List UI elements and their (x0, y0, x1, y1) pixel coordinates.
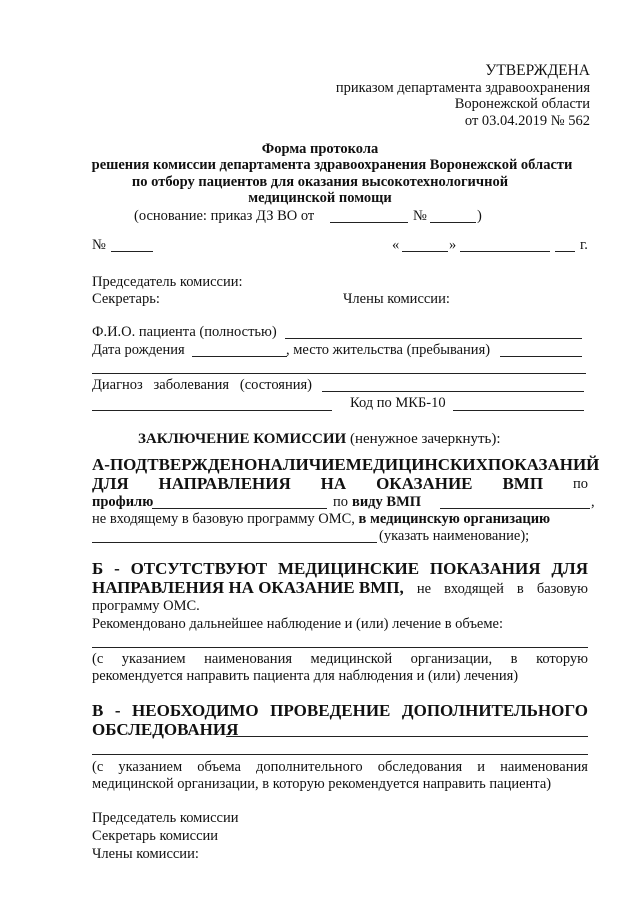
examination-field (226, 736, 588, 737)
diagnosis-word-1: Диагноз (92, 377, 143, 393)
section-b-n-w7: которую (536, 651, 588, 667)
birth-date-field (192, 356, 287, 357)
date-day-field (402, 251, 448, 252)
commission-chairman-label: Председатель комиссии: (92, 274, 243, 290)
vmp-type-comma: , (591, 494, 595, 510)
protocol-number-label: № (92, 237, 106, 253)
basis-prefix: (основание: приказ ДЗ ВО от (134, 208, 315, 224)
date-year-field (555, 251, 575, 252)
section-b-r2-w2: не (416, 581, 432, 597)
section-b-w3: ОТСУТСТВУЮТ (130, 559, 268, 578)
section-b-r2-w1: НАПРАВЛЕНИЯ НА ОКАЗАНИЕ ВМП, (92, 578, 404, 597)
basis-no-label: № (413, 208, 427, 224)
section-b-heading (92, 559, 588, 579)
section-v-n-w2: указанием (118, 759, 183, 775)
basis-date-field (330, 222, 408, 223)
diagnosis-field (322, 391, 584, 392)
approval-line-2: Воронежской области (454, 96, 590, 112)
icd-code-label: Код по МКБ-10 (350, 395, 446, 411)
form-title: Форма протокола (261, 141, 379, 157)
section-a-line-4b: в медицинскую организацию (358, 511, 551, 527)
section-v-n-w7: наименования (500, 759, 588, 775)
section-b-n-w4: медицинской (310, 651, 393, 667)
conclusion-note: (ненужное зачеркнуть): (346, 431, 501, 447)
approval-line-1: приказом департамента здравоохранения (335, 80, 590, 96)
medical-organization-field (92, 542, 377, 543)
section-a-w1: А (92, 455, 105, 474)
section-a-w5: МЕДИЦИНСКИХ (345, 455, 488, 474)
section-v-note-2: медицинской организации, в которую рекомендуется направить пациента) (92, 776, 552, 792)
section-a-r2-w6: по (572, 476, 588, 492)
date-month-field (460, 251, 550, 252)
signature-members: Члены комиссии: (92, 846, 199, 862)
basis-suffix: ) (477, 208, 482, 224)
diagnosis-word-2: заболевания (153, 377, 230, 393)
section-v-n-w3: объема (197, 759, 241, 775)
section-b-n-w2: указанием (121, 651, 186, 667)
date-quote-open: « (392, 237, 400, 253)
approval-title: УТВЕРЖДЕНА (485, 62, 590, 79)
date-quote-close: » (449, 237, 457, 253)
by-label: по (333, 494, 349, 510)
section-v-n-w1: (с (92, 759, 104, 775)
form-subtitle-1: решения комиссии департамента здравоохранения Воронежской области (91, 157, 573, 173)
section-b-r2-w4: в (516, 581, 524, 597)
section-b-note-2: рекомендуется направить пациента для наблюдения и (или) лечения) (92, 668, 519, 684)
protocol-number-field (111, 251, 153, 252)
section-b-r2-w5: базовую (536, 581, 588, 597)
section-a-heading (92, 455, 600, 475)
section-v-w3: НЕОБХОДИМО (132, 701, 259, 720)
section-b-n-w1: (с (92, 651, 104, 667)
section-a-w3: ПОДТВЕРЖДЕНО (109, 455, 258, 474)
section-v-n-w4: дополнительного (255, 759, 363, 775)
signature-chairman: Председатель комиссии (92, 810, 239, 826)
section-a-r2-w4: ОКАЗАНИЕ (376, 474, 473, 493)
diagnosis-word-3: (состояния) (239, 377, 312, 393)
residence-field (500, 356, 582, 357)
section-a-w6: ПОКАЗАНИЙ (487, 455, 600, 474)
vmp-type-field (440, 508, 590, 509)
indicate-name-note: (указать наименование); (379, 528, 530, 544)
section-b-w2: - (114, 559, 120, 578)
section-v-heading (92, 701, 588, 721)
approval-line-3: от 03.04.2019 № 562 (464, 113, 590, 129)
section-v-w1: В (92, 701, 104, 720)
section-v-n-w5: обследования (377, 759, 463, 775)
section-b-heading-2 (92, 578, 588, 598)
treatment-volume-field (92, 647, 588, 648)
diagnosis-field-cont (92, 410, 332, 411)
form-subtitle-2: по отбору пациентов для оказания высокотехнологичной (131, 174, 509, 190)
patient-name-label: Ф.И.О. пациента (полностью) (92, 324, 277, 340)
section-v-heading-2: ОБСЛЕДОВАНИЯ (92, 720, 239, 739)
examination-field-cont (92, 754, 588, 755)
section-v-n-w6: и (477, 759, 485, 775)
section-b-note-1 (92, 651, 588, 668)
section-a-r2-w2: НАПРАВЛЕНИЯ (158, 474, 291, 493)
section-b-n-w5: организации, (410, 651, 493, 667)
signature-secretary: Секретарь комиссии (92, 828, 219, 844)
section-b-w5: ПОКАЗАНИЯ (429, 559, 541, 578)
section-a-r2-w5: ВМП (502, 474, 544, 493)
section-b-w6: ДЛЯ (551, 559, 588, 578)
conclusion-title: ЗАКЛЮЧЕНИЕ КОМИССИИ (138, 431, 347, 447)
section-a-w2: - (104, 455, 110, 474)
section-b-n-w3: наименования (204, 651, 292, 667)
section-b-w1: Б (92, 559, 104, 578)
profile-label: профилю (92, 494, 154, 510)
commission-members-label: Члены комиссии: (343, 291, 450, 307)
section-a-line-4 (92, 511, 550, 528)
residence-label: , место жительства (пребывания) (286, 342, 491, 358)
vmp-type-label: виду ВМП (352, 494, 422, 510)
section-a-w4: НАЛИЧИЕ (257, 455, 346, 474)
birth-date-label: Дата рождения (92, 342, 185, 358)
section-b-n-w6: в (510, 651, 518, 667)
date-year-suffix: г. (580, 237, 588, 253)
diagnosis-label (92, 377, 312, 394)
section-v-w5: ДОПОЛНИТЕЛЬНОГО (401, 701, 588, 720)
section-a-line-4a: не входящему в базовую программу ОМС, (92, 511, 355, 527)
profile-field (152, 508, 327, 509)
section-b-r2-w3: входящей (444, 581, 504, 597)
form-subtitle-3: медицинской помощи (248, 190, 392, 206)
section-a-heading-2 (92, 474, 588, 494)
section-b-w4: МЕДИЦИНСКИЕ (277, 559, 420, 578)
section-b-line-4: Рекомендовано дальнейшее наблюдение и (или) лечение в объеме: (92, 616, 504, 632)
section-a-r2-w1: ДЛЯ (92, 474, 129, 493)
section-v-note-1 (92, 759, 588, 776)
basis-number-field (430, 222, 476, 223)
section-v-w2: - (114, 701, 121, 720)
patient-name-field (285, 338, 582, 339)
conclusion-heading (138, 431, 501, 448)
residence-field-cont (92, 373, 586, 374)
section-b-line-3: программу ОМС. (92, 598, 200, 614)
commission-secretary-label: Секретарь: (92, 291, 160, 307)
icd-code-field (453, 410, 584, 411)
section-a-r2-w3: НА (320, 474, 347, 493)
section-v-w4: ПРОВЕДЕНИЕ (270, 701, 391, 720)
